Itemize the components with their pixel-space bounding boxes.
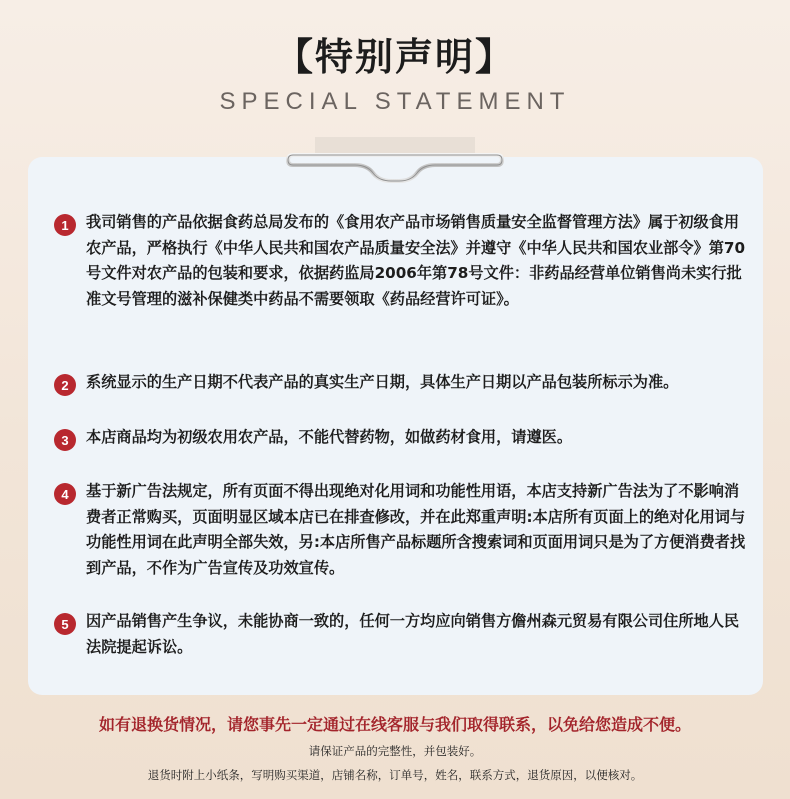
statement-text: 我司销售的产品依据食药总局发布的《食用农产品市场销售质量安全监督管理方法》属于初级食用农产品，严格执行《中华人民共和国农产品质量安全法》并遵守《中华人民共和国农业部令》第70号文件对农产品的包装和要求，依据药监局2006年第78号文件：非药品经营单位销售尚未实行批准文号管理的滋补保健类中药品不需要领取《药品经营许可证》。 [86, 213, 746, 308]
statement-item-1 [54, 210, 749, 312]
statement-item-5 [54, 609, 749, 660]
paper-clip-icon [285, 137, 505, 187]
statement-item-3 [54, 425, 749, 451]
number-badge: 2 [54, 374, 76, 396]
return-instruction-2: 退货时附上小纸条，写明购买渠道，店铺名称，订单号，姓名，联系方式，退货原因，以便核对。 [147, 768, 643, 782]
statement-text: 基于新广告法规定，所有页面不得出现绝对化用词和功能性用语，本店支持新广告法为了不影响消费者正常购买，页面明显区域本店已在排查修改，并在此郑重声明:本店所有页面上的绝对化用词与功能性用词在此声明全部失效，另:本店所售产品标题所含搜索词和页面用词只是为了方便消费者找到产品，不作为广告宣传及功效宣传。 [86, 482, 746, 577]
number-badge: 3 [54, 429, 76, 451]
page-title: 【特别声明】 [274, 35, 515, 79]
number-badge: 5 [54, 613, 76, 635]
number-badge: 4 [54, 483, 76, 505]
statement-text: 系统显示的生产日期不代表产品的真实生产日期，具体生产日期以产品包装所标示为准。 [86, 373, 679, 391]
page-subtitle: SPECIAL STATEMENT [219, 88, 571, 115]
return-notice: 如有退换货情况，请您事先一定通过在线客服与我们取得联系，以免给您造成不便。 [98, 715, 691, 734]
statement-text: 本店商品均为初级农用农产品，不能代替药物，如做药材食用，请遵医。 [86, 428, 572, 446]
statement-item-2 [54, 370, 749, 396]
number-badge: 1 [54, 214, 76, 236]
statement-item-4 [54, 479, 749, 581]
return-instruction-1: 请保证产品的完整性，并包装好。 [308, 744, 482, 758]
statement-text: 因产品销售产生争议，未能协商一致的，任何一方均应向销售方儋州森元贸易有限公司住所地人民法院提起诉讼。 [86, 612, 740, 656]
